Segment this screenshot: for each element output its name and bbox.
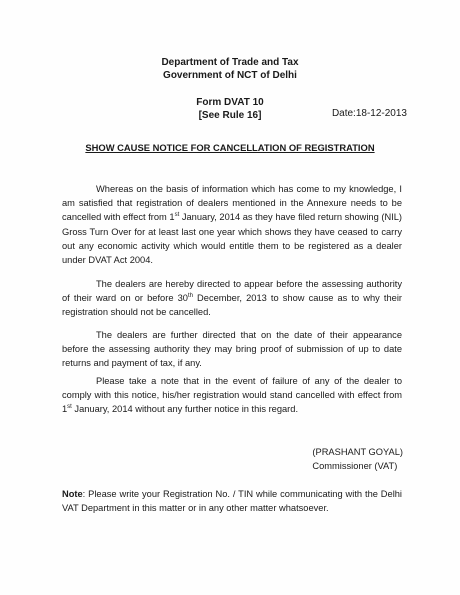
paragraph-3-text: The dealers are further directed that on the date of their appearance before the assessing authority they may bring proof of submission of up to date returns and payment of tax, if any.	[62, 330, 402, 369]
ordinal-suffix: st	[67, 404, 72, 411]
signature-block	[312, 445, 403, 473]
ordinal-suffix: th	[187, 293, 193, 300]
notice-date: Date:18-12-2013	[331, 108, 407, 119]
note-text: : Please write your Registration No. / TIN while communicating with the Delhi VAT Department in this matter or in any other matter whatsoever.	[62, 489, 402, 514]
note-block	[62, 487, 402, 515]
note-label: Note	[62, 489, 83, 499]
paragraph-4	[62, 374, 402, 417]
paragraph-2-text-b: December, 2013 to show cause as to why their registration should not be cancelled.	[62, 293, 402, 318]
paragraph-3	[62, 328, 402, 371]
signatory-name: (PRASHANT GOYAL)	[312, 447, 403, 457]
ordinal-suffix: st	[174, 212, 180, 219]
paragraph-2	[62, 277, 402, 320]
form-number: Form DVAT 10	[196, 97, 264, 108]
signatory-designation: Commissioner (VAT)	[312, 461, 398, 471]
paragraph-1	[62, 182, 402, 267]
paragraph-2-text-a: The dealers are hereby directed to appear before the assessing authority of their ward on or before 30	[62, 279, 402, 304]
paragraph-4-text-a: Please take a note that in the event of failure of any of the dealer to comply with this notice, his/her registration would stand cancelled with effect from 1	[62, 376, 402, 415]
paragraph-1-text-a: Whereas on the basis of information which has come to my knowledge, I am satisfied that registration of dealers mentioned in the Annexure needs to be cancelled with effect from 1	[62, 184, 402, 223]
rule-reference: [See Rule 16]	[198, 110, 262, 121]
paragraph-1-text-b: January, 2014 as they have filed return showing (NIL) Gross Turn Over for at least last one year which shows they have ceased to carry out any economic activity which would entitle them to be registered as a dealer under DVAT Act 2004.	[62, 212, 403, 266]
government-name: Government of NCT of Delhi	[163, 70, 297, 81]
paragraph-4-text-b: January, 2014 without any further notice in this regard.	[71, 404, 299, 415]
department-name: Department of Trade and Tax	[161, 57, 299, 68]
notice-subject: SHOW CAUSE NOTICE FOR CANCELLATION OF REGISTRATION	[85, 142, 375, 153]
letterhead	[0, 56, 460, 82]
